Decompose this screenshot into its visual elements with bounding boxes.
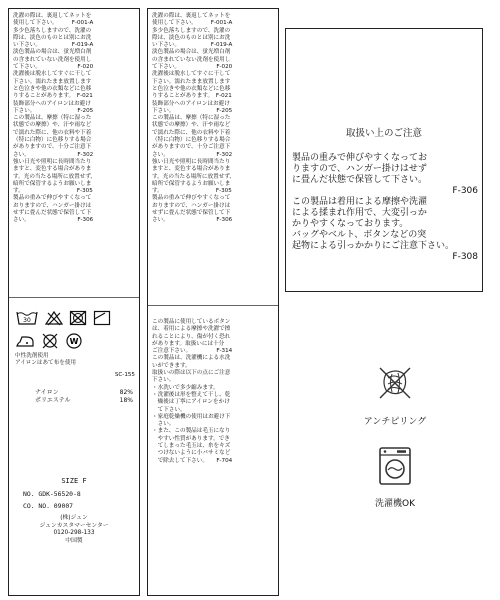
instruction-line: れることにより、傷が付く恐れ [152, 333, 231, 340]
instruction-line: ますと、変色する場合がありま [152, 166, 231, 173]
instruction-line: （特に白物）に色移りする場合 [13, 137, 92, 144]
instruction-line: があります。取扱いには十分 [152, 340, 225, 347]
no-dry-clean-icon [41, 332, 59, 350]
wet-clean-icon [65, 332, 83, 350]
line-dry-icon [93, 310, 111, 326]
product-number: NO. GDK-56520-8 [23, 490, 81, 498]
instruction-line: やすい性質があります。でき [152, 435, 230, 442]
instruction-line: ・洗濯後は形を整えて干し、乾 [152, 391, 231, 398]
notice-body [292, 153, 478, 263]
instruction-line: 燥後は丁寧にアイロンをかけ [152, 399, 230, 406]
instruction-line: 際は、淡色のものとは別にお洗 [152, 34, 231, 41]
company-info: (株)ジュン ジュンカスタマーセンター 0120-298-133 中国製 [39, 515, 109, 544]
svg-text:W: W [69, 337, 79, 346]
washer-ok-label: 洗濯機OK [375, 499, 415, 509]
care-symbols-row-2 [15, 332, 83, 350]
instruction-line: で除去して下さい。 F-704 [152, 457, 233, 464]
instruction-line: 淡色製品の場合は、蛍光増白剤 [13, 49, 92, 56]
notice-paragraph: この製品は着用による摩擦や洗濯 による揉まれ作用で、大変引っか かりやすくなっております。 バッグやベルト、ボタンなどの突 起物による引っかかりにご注意下さい。 F-308 [292, 197, 478, 262]
instruction-line: せずに畳んだ状態で保管して下 [13, 210, 92, 217]
washer-ok-badge [350, 446, 440, 509]
iron-low-icon [15, 333, 35, 349]
instruction-line: ご注意下さい。 F-314 [152, 348, 233, 355]
fabric-composition [35, 389, 133, 404]
instruction-line: 装飾部分へのアイロンはお避け [13, 100, 91, 107]
instruction-line: す。 F-305 [152, 188, 232, 195]
instruction-line: 暗所で保管するようお願いしま [13, 180, 92, 187]
instruction-line: 状態での摩擦）や、汗や雨など [13, 122, 92, 129]
instruction-line: 下さい。 F-205 [152, 107, 233, 114]
instruction-line: は、着用による摩擦や洗濯で擦 [152, 326, 231, 333]
detergent-note: 中性洗剤使用 [15, 353, 49, 359]
instruction-line: 下さい。 F-205 [13, 107, 94, 114]
instruction-line: がありますので、十分ご注意下 [13, 144, 92, 151]
care-instructions-bottom [152, 319, 276, 465]
instruction-line: りすることがあります。 F-021 [13, 93, 93, 100]
instruction-line: の含まれていない洗剤を使用し [13, 56, 92, 63]
fabric-row: ナイロン 82% [35, 389, 133, 396]
care-symbols-row-1 [15, 310, 111, 326]
instruction-line: 装飾部分へのアイロンはお避け [152, 100, 230, 107]
notice-code: F-306 [452, 186, 478, 196]
care-label-left [8, 8, 140, 596]
instruction-line: 洗濯後は脱水してすぐに干して [13, 71, 92, 78]
instruction-line: で濡れた際に、他の衣料や下着 [152, 129, 231, 136]
instruction-line: 洗濯の際は、裏返してネットを [13, 13, 92, 19]
instruction-line: 多少色落ちしますので、洗濯の [152, 27, 231, 34]
instruction-line: 使用して下さい。 F-001-A [13, 20, 94, 27]
instruction-line: 暗所で保管するようお願いしま [152, 180, 231, 187]
label-fold-line [148, 305, 278, 306]
instruction-line: て下さい。 [152, 406, 186, 413]
instruction-line: さい。 F-306 [13, 217, 94, 224]
instruction-line: 状態での摩擦）や、汗や雨など [152, 122, 231, 129]
notice-title: 取扱い上のご注意 [345, 128, 422, 139]
instruction-line: おりますので、ハンガー掛けは [13, 202, 92, 209]
fabric-row: ポリエステル 18% [35, 396, 133, 404]
care-notes [15, 353, 135, 379]
instruction-line: で濡れた際に、他の衣料や下着 [13, 129, 92, 136]
instruction-line: ますと、変色する場合がありま [13, 166, 92, 173]
instruction-line: と色泣きや他の衣類などに色移 [13, 85, 92, 92]
instruction-line: 取扱いの際は以下の点にご注意 [152, 370, 231, 377]
handling-notice-box [285, 28, 483, 292]
instruction-line: 下さい。 [152, 377, 175, 384]
washing-machine-icon [377, 446, 413, 486]
instruction-line: て下さい。 F-020 [152, 64, 233, 71]
no-tumble-dry-icon [69, 310, 87, 326]
instruction-line: 淡色製品の場合は、蛍光増白剤 [152, 49, 231, 56]
instruction-line: ・家庭乾燥機の使用はお避け下 [152, 413, 231, 420]
instruction-line: この製品は、摩擦（特に湿った [152, 115, 231, 122]
label-code: SC-155 [114, 371, 135, 378]
instruction-line: てしまった毛玉は、糸をキズ [152, 443, 231, 450]
color-number: CO. NO. 09007 [23, 502, 74, 510]
instruction-line: おりますので、ハンガー掛けは [152, 202, 231, 209]
instruction-line: この製品は、洗濯機による水洗 [152, 355, 231, 362]
instruction-line: 製品の重みで伸びやすくなって [13, 195, 92, 202]
notice-paragraph: 製品の重みで伸びやすくなってお りますので、ハンガー掛けはせず に畳んだ状態で保管して下さい。 F-306 [292, 153, 478, 196]
instruction-line: ・水洗いで多少縮みます。 [152, 384, 219, 391]
product-numbers [23, 488, 81, 512]
size-label: SIZE F [61, 477, 87, 485]
wash-30-icon [15, 310, 39, 326]
instruction-line: つけないように小バサミなど [152, 450, 231, 457]
instruction-line: さい。 F-302 [152, 151, 233, 158]
instruction-line: せずに畳んだ状態で保管して下 [152, 210, 231, 217]
instruction-line: 強い日光や照明に長時間当たり [152, 158, 231, 165]
instruction-line: さい。 F-302 [13, 151, 94, 158]
instruction-line: 下さい。濡れたまま放置します [152, 78, 231, 85]
instruction-line: て下さい。 F-020 [13, 64, 94, 71]
instruction-line: す。 F-305 [13, 188, 93, 195]
care-label-right [147, 8, 279, 596]
instruction-line: 使用して下さい。 F-001-A [152, 20, 233, 27]
anti-pilling-label: アンチピリング [363, 417, 427, 427]
label-fold-line [9, 297, 139, 298]
instruction-line: 多少色落ちしますので、洗濯の [13, 27, 92, 34]
instruction-line: 洗濯後は脱水してすぐに干して [152, 71, 231, 78]
instruction-line: がありますので、十分ご注意下 [152, 144, 231, 151]
care-instructions-top [152, 13, 276, 225]
instruction-line: と色泣きや他の衣類などに色移 [152, 85, 231, 92]
instruction-line: い下さい。 F-019-A [152, 42, 233, 49]
anti-pilling-badge [350, 362, 440, 427]
instruction-line: の含まれていない洗剤を使用し [152, 56, 231, 63]
instruction-line: す。光の当たる場所に放置せず、 [152, 173, 236, 180]
instruction-line: い下さい。 F-019-A [13, 42, 94, 49]
instruction-line: 下さい。濡れたまま放置します [13, 78, 92, 85]
instruction-line: りすることがあります。 F-021 [152, 93, 232, 100]
svg-text:30: 30 [23, 317, 31, 324]
anti-pilling-icon [374, 362, 416, 404]
instruction-line: さい。 F-306 [152, 217, 233, 224]
instruction-line: この製品に使用しているボタン [152, 319, 231, 325]
instruction-line: さい。 [152, 421, 175, 428]
no-bleach-icon [45, 310, 63, 326]
instruction-line: 製品の重みで伸びやすくなって [152, 195, 231, 202]
instruction-line: ・また、この製品は毛玉になり [152, 428, 231, 435]
care-instructions [13, 13, 137, 225]
instruction-line: この製品は、摩擦（特に湿った [13, 115, 92, 122]
instruction-line: （特に白物）に色移りする場合 [152, 137, 231, 144]
iron-note: アイロンはあて布を使用 [15, 360, 77, 367]
instruction-line: いができます。 [152, 362, 191, 369]
instruction-line: す。光の当たる場所に放置せず、 [13, 173, 97, 180]
notice-code: F-308 [452, 252, 478, 262]
instruction-line: 際は、淡色のものとは別にお洗 [13, 34, 92, 41]
instruction-line: 洗濯の際は、裏返してネットを [152, 13, 231, 19]
instruction-line: 強い日光や照明に長時間当たり [13, 158, 92, 165]
